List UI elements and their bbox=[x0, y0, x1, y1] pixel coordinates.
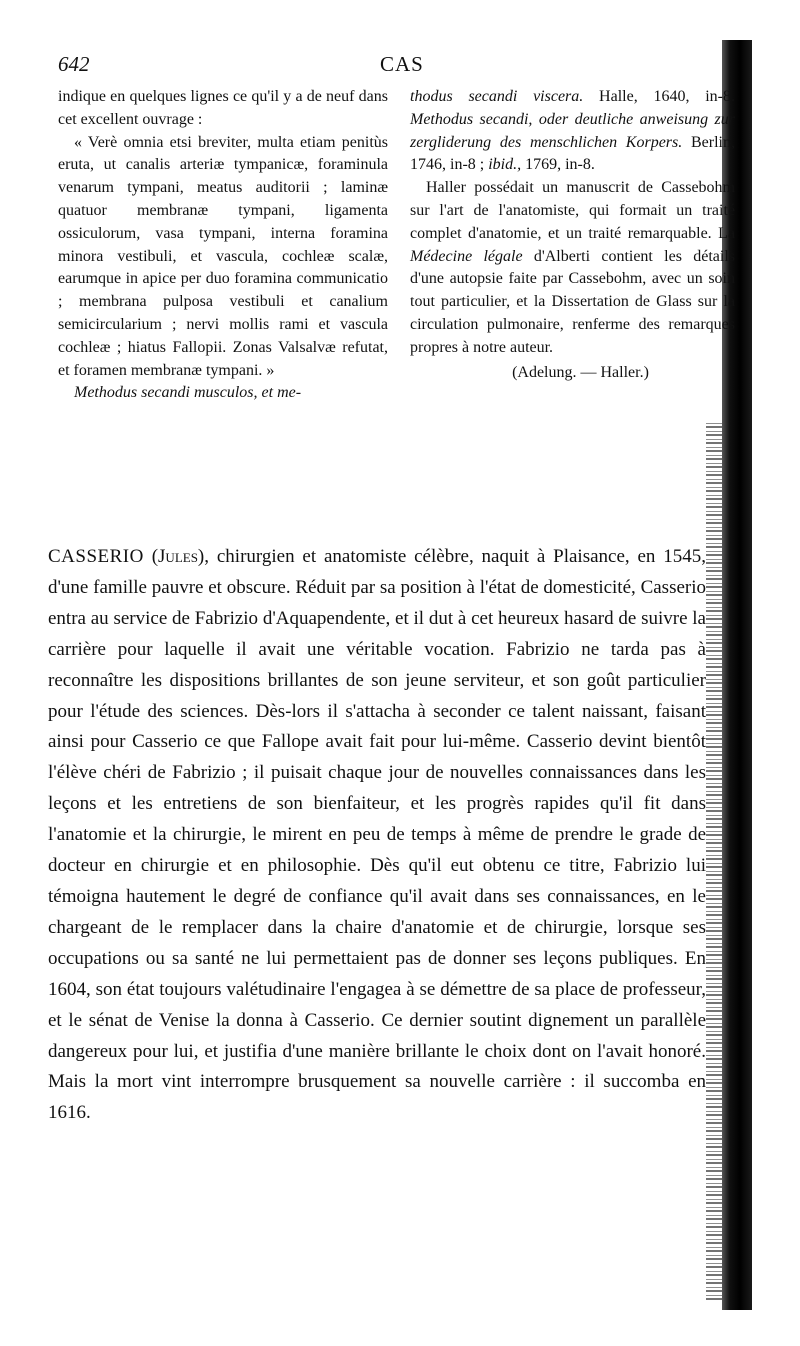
method-title-cont: thodus secandi viscera. bbox=[410, 88, 584, 105]
article-body: chirurgien et anatomiste célèbre, naquit à Plaisance, en 1545, d'une famille pauvre et obscure. Réduit par sa position à l'état de domesticité, Casserio entra au service de Fabrizio d'Aquapendente, et il dut à cet heureux hasard de suivre la carrière pour laquelle il avait une véritable vocation. Fabrizio ne tarda pas à reconnaître les dispositions brillantes de son jeune serviteur, et son goût particulier pour l'étude des sciences. Dès-lors il s'attacha à seconder ce talent naissant, faisant ainsi pour Casserio ce que Fallope avait fait pour lui-même. Casserio devint bientôt l'élève chéri de Fabrizio ; il puisait chaque jour de nouvelles connaissances dans les leçons et les entretiens de son bienfaiteur, et les progrès rapides qu'il fit dans l'anatomie et la chirurgie, le mirent en peu de temps à même de prendre le grade de docteur en chirurgie et en philosophie. Dès qu'il eut obtenu ce titre, Fabrizio lui témoigna hautement le degré de confiance qu'il avait dans ses connaissances, en le chargeant de le remplacer dans la chaire d'anatomie et de chirurgie, lorsque ses occupations ou sa santé ne lui permettaient pas de donner ses leçons publiques. En 1604, son état toujours valétudinaire l'engagea à se démettre de sa place de professeur, et le sénat de Venise la donna à Casserio. Ce dernier soutint dignement un parallèle dangereux pour lui, et justifia d'une manière brillante le choix dont on l'avait honoré. Mais la mort vint interrompre brusquement sa nouvelle carrière : il succomba en 1616. bbox=[48, 546, 707, 1124]
medecine-legale-title: Médecine légale bbox=[410, 247, 523, 265]
right-column bbox=[410, 86, 735, 384]
latin-quote: « Verè omnia etsi breviter, multa etiam penitùs eruta, ut canalis arteriæ tympanicæ, foraminula venarum tympani, meatus auditorii ; laminæ quatuor membranæ tympani, ligamenta ossiculorum, vasa tympani, interna foramina minora vestibuli, et vascula, cochleæ scalæ, earumque in apice per duo foramina communicatio ; membrana pulposa vestibuli et canalium semicircularium ; nervi mollis rami et vascula cochleæ ; hiatus Fallopii. Zonas Valsalvæ refutat, et foramen membranæ tympani. » bbox=[58, 133, 388, 379]
article-headword: CASSERIO bbox=[48, 546, 144, 567]
article-firstname: (Jules), bbox=[151, 546, 210, 567]
page-number: 642 bbox=[58, 52, 90, 76]
haller-text-2: d'Alberti contient les détails d'une autopsie faite par Cassebohm, avec un soin tout particulier, et la Dissertation de Glass sur la circulation pulmonaire, renferme des remarques propres à notre auteur. bbox=[410, 247, 735, 356]
bibliography-entry bbox=[410, 86, 735, 177]
german-title: Methodus secandi, oder deutliche anweisung zur zergliderung des menschlichen Korpers. bbox=[410, 110, 735, 151]
left-column bbox=[58, 86, 388, 405]
method-title-start: Methodus secandi musculos, et me- bbox=[74, 384, 302, 402]
casserio-article bbox=[48, 542, 706, 1129]
left-intro: indique en quelques lignes ce qu'il y a de neuf dans cet excellent ouvrage : bbox=[58, 88, 388, 128]
bib-text-3: 1769, in-8. bbox=[521, 156, 595, 174]
bib-text-2: Berlin, 1746, in-8 ; bbox=[410, 133, 735, 174]
haller-paragraph bbox=[410, 177, 735, 359]
haller-text-1: Haller possédait un manuscrit de Cassebohm sur l'art de l'anatomiste, qui formait un traité complet d'anatomie, et un traité remarquable. La bbox=[410, 179, 735, 242]
running-head: CAS bbox=[380, 52, 424, 76]
bib-text-1: Halle, 1640, in-8. bbox=[583, 88, 735, 105]
source-signature: (Adelung. — Haller.) bbox=[512, 363, 649, 381]
ibid: ibid., bbox=[488, 156, 522, 174]
